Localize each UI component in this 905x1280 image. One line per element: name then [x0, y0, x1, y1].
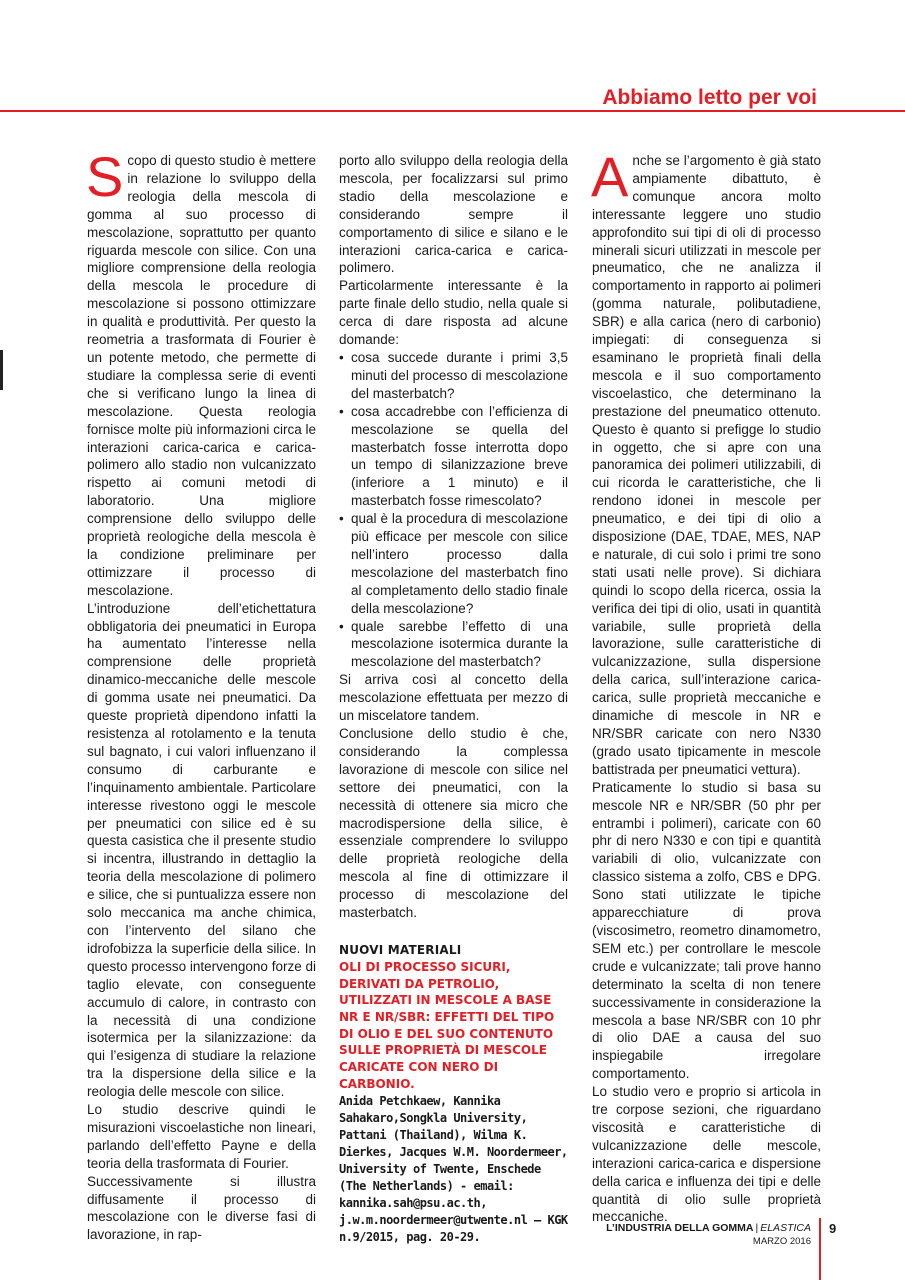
article-1-paragraph-5: porto allo sviluppo della reologia della mescola, per focalizzarsi sul primo stadio della mescolazione e considerando sempre il comportamento di silice e silano e le interazioni carica-carica e carica-polimero. — [339, 153, 568, 276]
page-edge-mark — [0, 350, 3, 390]
article-1-paragraph-2: L’introduzione dell’etichettatura obbligatoria dei pneumatici in Europa ha aumentato l’interesse nella comprensione delle proprietà dinamico-meccaniche delle mescole di gomma usate nei pneumatici. Da queste proprietà dipendono infatti la resistenza al rotolamento e la tenuta sul bagnato, i cui valori influenzano il consumo di carburante e l’inquinamento ambientale. Particolare interesse rivestono oggi le mescole per pneumatici con silice ed è su questa casistica che il presente studio si incentra, illustrando in dettaglio la teoria della mescolazione di polimero e silice, che si puntualizza essere non solo meccanica ma anche chimica, con l’intervento del silano che idrofobizza la superficie della silice. In questo processo intervengono forze di taglio elevate, con conseguente accumulo di calore, in contrasto con la necessità di una condizione isotermica per la silanizzazione: da qui l’esigenza di studiare la relazione tra la dispersione della silice e la reologia delle mescole con silice. — [87, 600, 316, 1100]
list-item: • cosa succede durante i primi 3,5 minuti del processo di mescolazione del masterbatch? — [339, 349, 568, 403]
publication-separator: | — [755, 1222, 759, 1234]
paragraph-text: copo di questo studio è mettere in relazione lo sviluppo della reologia della mescola di gomma al suo processo di mescolazione, soprattutto per quanto riguarda mescole con silice. Con una migliore comprensione della reologia della mescola le procedure di mescolazione si possono ottimizzare in qualità e produttività. Per questo la reometria a trasformata di Fourier è un potente metodo, che permette di studiare la complessa serie di eventi che si verificano lungo la linea di mescolazione. Questa reologia fornisce molte più informazioni circa le interazioni carica-carica e carica-polimero allo stadio non vulcanizzato rispetto ai comuni metodi di laboratorio. Una migliore comprensione dello sviluppo delle proprietà reologiche della mescola è la condizione preliminare per ottimizzare il processo di mescolazione. — [87, 153, 316, 598]
questions-list — [339, 349, 568, 671]
article-2-paragraph-2: Praticamente lo studio si basa su mescole NR e NR/SBR (50 phr per entrambi i polimeri), caricate con 60 phr di nero N330 e con tipi e quantità variabili di olio, vulcanizzate con classico sistema a zolfo, CBS e DPG. Sono stati utilizzate le tipiche apparecchiature di prova (viscosimetro, reometro dinamometro, SEM etc.) per controllare le mescole crude e vulcanizzate; tali prove hanno determinato la scelta di non tenere successivamente in considerazione la mescola a base NR/SBR con 10 phr di olio DAE a causa del suo inspiegabile irregolare comportamento. — [592, 779, 821, 1082]
article-2-paragraph-3: Lo studio vero e proprio si articola in tre corpose sezioni, che riguardano viscosità e caratteristiche di vulcanizzazione delle mescole, interazioni carica-carica e dispersione della carica e influenza dei tipi e delle quantità di olio sulle proprietà meccaniche. — [592, 1084, 821, 1225]
publication-name — [606, 1222, 811, 1234]
publication-subtitle: ELASTICA — [760, 1222, 811, 1234]
drop-cap-s: S — [86, 145, 124, 208]
page-number: 9 — [829, 1221, 837, 1236]
article-column-1 — [86, 145, 316, 1244]
header-rule — [0, 110, 905, 112]
article-2-authors: Anida Petchkaew, Kannika Sahakaro,Songkla University, Pattani (Thailand), Wilma K. Dierkes, Jacques W.M. Noordermeer, University of Twente, Enschede (The Netherlands) - email: kannika.sah@psu.ac.th, j.w.m.noordermeer@utwente.nl – KGK n.9/2015, pag. 20-29. — [339, 1093, 568, 1244]
article-1-paragraph-3: Lo studio descrive quindi le misurazioni viscoelastiche non lineari, parlando dell’effetto Payne e della teoria della trasformata di Fourier. — [87, 1102, 316, 1171]
article-2-title: OLI DI PROCESSO SICURI, DERIVATI DA PETROLIO, UTILIZZATI IN MESCOLE A BASE NR E NR/SBR: EFFETTI DEL TIPO DI OLIO E DEL SUO CONTENUTO SULLE PROPRIETÀ DI MESCOLE CARICATE CON NERO DI CARBONIO. — [339, 959, 555, 1091]
article-1-paragraph-7: Si arriva così al concetto della mescolazione effettuata per mezzo di un miscelatore tandem. — [339, 672, 568, 724]
list-item: • qual è la procedura di mescolazione più efficace per mescole con silice nell’intero processo dalla mescolazione del masterbatch fino al completamento dello stadio finale della mescolazione? — [339, 510, 568, 617]
paragraph-text: nche se l’argomento è già stato ampiamente dibattuto, è comunque ancora molto interessante leggere uno studio approfondito sui tipi di oli di processo minerali sicuri utilizzati in mescole per pneumatico, che ne analizza il comportamento in rapporto ai polimeri (gomma naturale, polibutadiene, SBR) e alla carica (nero di carbonio) impiegati: di conseguenza si esaminano le proprietà finali della mescola e il suo comportamento viscoelastico, che determinano la prestazione del pneumatico ottenuto. Questo è quanto si prefigge lo studio in oggetto, che si apre con una panoramica dei polimeri utilizzabili, di cui ricorda le caratteristiche, che li rendono idonei in mescole per pneumatico, e dei tipi di olio a disposizione (DAE, TDAE, MES, NAP e naturale, di cui solo i primi tre sono stati usati nelle prove). Si dichiara quindi lo scopo della ricerca, ossia la verifica dei tipi di olio, usati in quantità variabile, sulle proprietà della lavorazione, sulle caratteristiche di vulcanizzazione, sulla dispersione della carica, sull’interazione carica-carica, sulle proprietà meccaniche e dinamiche di mescole in NR e NR/SBR caricate con nero N330 (grado usato tipicamente in mescole battistrada per pneumatici vettura). — [592, 153, 821, 777]
article-1-paragraph-1 — [86, 145, 316, 600]
drop-cap-a: A — [591, 145, 629, 208]
footer-rule — [819, 1218, 821, 1280]
list-item: • cosa accadrebbe con l’efficienza di mescolazione se quella del masterbatch fosse interrotta dopo un tempo di silanizzazione breve (inferiore a 1 minuto) e il masterbatch fosse rimescolato? — [339, 403, 568, 510]
list-item: • quale sarebbe l’effetto di una mescolazione isotermica durante la mescolazione del masterbatch? — [339, 618, 568, 672]
section-title: Abbiamo letto per voi — [602, 86, 817, 109]
article-column-3 — [591, 145, 821, 1226]
article-1-paragraph-8: Conclusione dello studio è che, considerando la complessa lavorazione di mescole con silice nel settore dei pneumatici, con la necessità di ottenere sia micro che macrodispersione della silice, è essenziale comprendere lo sviluppo delle proprietà reologiche della mescola al fine di ottimizzare il processo di mescolazione del masterbatch. — [339, 726, 568, 921]
article-2-paragraph-1 — [591, 145, 821, 779]
article-column-2 — [339, 152, 568, 1246]
nuovi-materiali-heading: NUOVI MATERIALI — [339, 942, 462, 957]
footer-publication — [606, 1222, 811, 1247]
publication-title: L’INDUSTRIA DELLA GOMMA — [606, 1222, 754, 1234]
article-1-paragraph-6: Particolarmente interessante è la parte finale dello studio, nella quale si cerca di dare risposta ad alcune domande: — [339, 278, 568, 348]
issue-date: MARZO 2016 — [752, 1236, 811, 1247]
article-1-paragraph-4: Successivamente si illustra diffusamente il processo di mescolazione con le diverse fasi di lavorazione, in rap- — [87, 1173, 316, 1243]
